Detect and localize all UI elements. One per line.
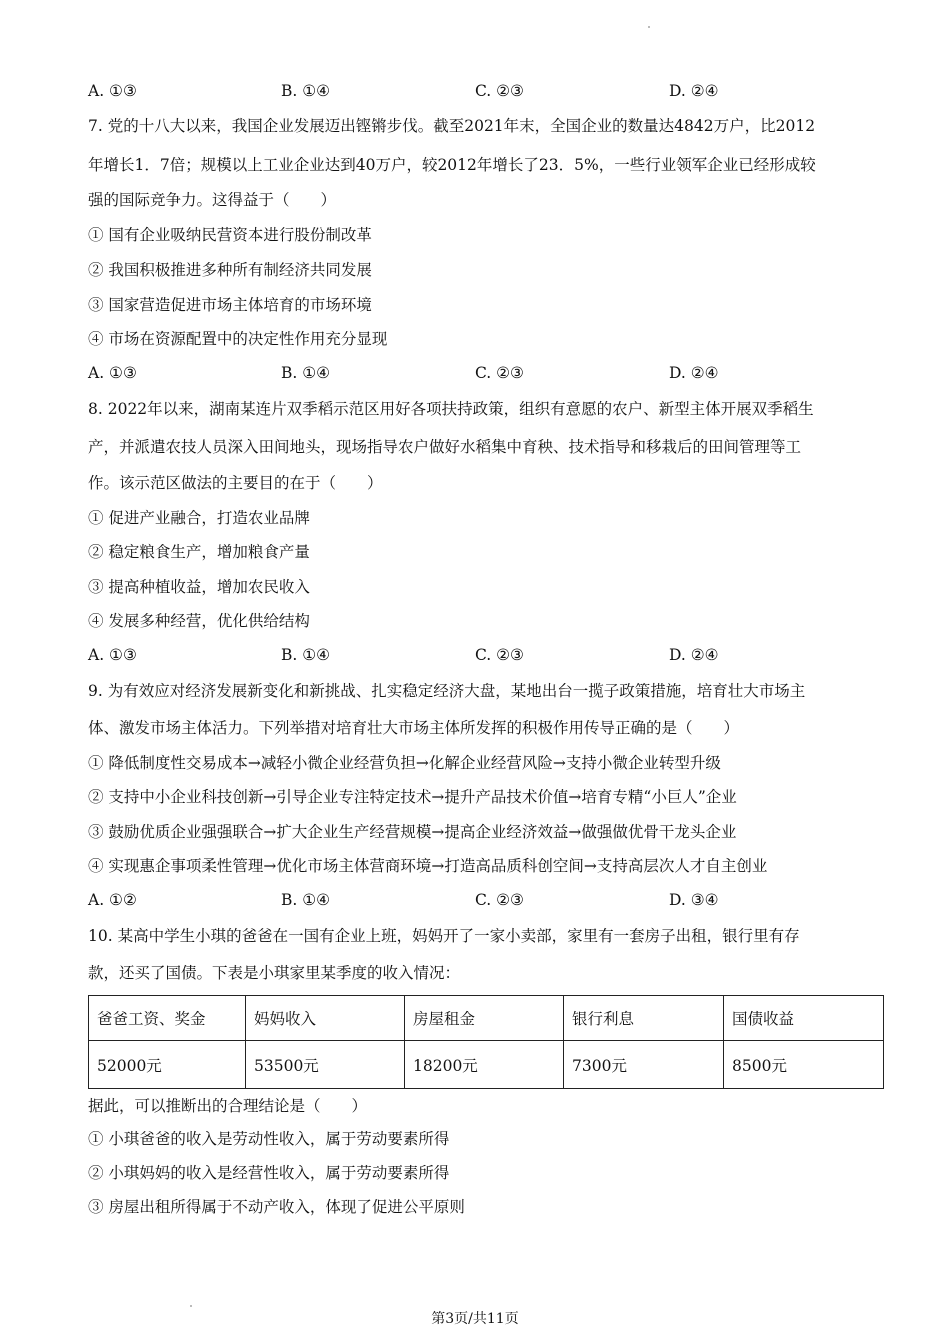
q6-option-b: B. ①④ <box>281 82 331 100</box>
table-row <box>89 1041 884 1089</box>
table-header-cell: 国债收益 <box>724 996 884 1041</box>
q8-option-c: C. ②③ <box>475 646 524 664</box>
q8-stem-line: 8. 2022年以来，湖南某连片双季稻示范区用好各项扶持政策，组织有意愿的农户、新型主体开展双季稻生 <box>88 400 814 418</box>
q9-item: ① 降低制度性交易成本→减轻小微企业经营负担→化解企业经营风险→支持小微企业转型升级 <box>88 754 721 772</box>
q7-stem-line: 强的国际竞争力。这得益于（ ） <box>88 191 337 209</box>
q10-stem-line: 10. 某高中学生小琪的爸爸在一国有企业上班，妈妈开了一家小卖部，家里有一套房子出租，银行里有存 <box>88 927 800 945</box>
scan-speck <box>190 1305 192 1307</box>
q7-item: ④ 市场在资源配置中的决定性作用充分显现 <box>88 330 388 348</box>
table-cell: 52000元 <box>89 1041 246 1089</box>
q9-item: ④ 实现惠企事项柔性管理→优化市场主体营商环境→打造高品质科创空间→支持高层次人才自主创业 <box>88 857 768 875</box>
q7-options <box>88 363 888 383</box>
q8-item: ② 稳定粮食生产，增加粮食产量 <box>88 543 310 561</box>
q7-stem-line: 7. 党的十八大以来，我国企业发展迈出铿锵步伐。截至2021年末，全国企业的数量达4842万户，比2012 <box>88 117 816 135</box>
q7-item: ③ 国家营造促进市场主体培育的市场环境 <box>88 296 372 314</box>
table-header-row <box>89 996 884 1041</box>
q7-option-c: C. ②③ <box>475 364 524 382</box>
table-cell: 7300元 <box>564 1041 724 1089</box>
q7-item: ① 国有企业吸纳民营资本进行股份制改革 <box>88 226 372 244</box>
income-table <box>88 995 884 1089</box>
q6-options <box>88 81 888 101</box>
q8-item: ③ 提高种植收益，增加农民收入 <box>88 578 310 596</box>
q8-stem-line: 作。该示范区做法的主要目的在于（ ） <box>88 474 383 492</box>
table-header-cell: 银行利息 <box>564 996 724 1041</box>
table-header-cell: 房屋租金 <box>405 996 564 1041</box>
q7-option-a: A. ①③ <box>88 364 137 382</box>
table-header-cell: 爸爸工资、奖金 <box>89 996 246 1041</box>
q9-option-d: D. ③④ <box>669 891 719 909</box>
q7-option-b: B. ①④ <box>281 364 331 382</box>
q7-option-d: D. ②④ <box>669 364 719 382</box>
q8-option-b: B. ①④ <box>281 646 331 664</box>
q8-item: ④ 发展多种经营，优化供给结构 <box>88 612 310 630</box>
table-header-cell: 妈妈收入 <box>246 996 405 1041</box>
q8-stem-line: 产，并派遣农技人员深入田间地头，现场指导农户做好水稻集中育秧、技术指导和移栽后的田间管理等工 <box>88 438 802 456</box>
q6-option-c: C. ②③ <box>475 82 524 100</box>
q9-item: ③ 鼓励优质企业强强联合→扩大企业生产经营规模→提高企业经济效益→做强做优骨干龙头企业 <box>88 823 737 841</box>
q10-item: ① 小琪爸爸的收入是劳动性收入，属于劳动要素所得 <box>88 1130 450 1148</box>
table-cell: 8500元 <box>724 1041 884 1089</box>
q6-option-a: A. ①③ <box>88 82 137 100</box>
q8-item: ① 促进产业融合，打造农业品牌 <box>88 509 310 527</box>
table-cell: 18200元 <box>405 1041 564 1089</box>
q8-option-a: A. ①③ <box>88 646 137 664</box>
q9-option-a: A. ①② <box>88 891 137 909</box>
q8-options <box>88 645 888 665</box>
q10-item: ③ 房屋出租所得属于不动产收入，体现了促进公平原则 <box>88 1198 465 1216</box>
q9-options <box>88 890 888 910</box>
table-cell: 53500元 <box>246 1041 405 1089</box>
q9-option-b: B. ①④ <box>281 891 331 909</box>
q9-item: ② 支持中小企业科技创新→引导企业专注特定技术→提升产品技术价值→培育专精“小巨人”企业 <box>88 788 737 806</box>
q7-stem-line: 年增长1．7倍；规模以上工业企业达到40万户，较2012年增长了23．5%，一些行业领军企业已经形成较 <box>88 156 816 174</box>
q10-item: ② 小琪妈妈的收入是经营性收入，属于劳动要素所得 <box>88 1164 450 1182</box>
page-number-footer: 第3页/共11页 <box>431 1311 519 1327</box>
q9-option-c: C. ②③ <box>475 891 524 909</box>
scan-speck <box>648 26 650 28</box>
q7-item: ② 我国积极推进多种所有制经济共同发展 <box>88 261 372 279</box>
q6-option-d: D. ②④ <box>669 82 719 100</box>
q10-stem-line: 款，还买了国债。下表是小琪家里某季度的收入情况： <box>88 964 461 982</box>
q9-stem-line: 9. 为有效应对经济发展新变化和新挑战、扎实稳定经济大盘，某地出台一揽子政策措施，培育壮大市场主 <box>88 682 806 700</box>
q9-stem-line: 体、激发市场主体活力。下列举措对培育壮大市场主体所发挥的积极作用传导正确的是（ ） <box>88 719 740 737</box>
q10-conclusion-prompt: 据此，可以推断出的合理结论是（ ） <box>88 1097 368 1115</box>
q8-option-d: D. ②④ <box>669 646 719 664</box>
